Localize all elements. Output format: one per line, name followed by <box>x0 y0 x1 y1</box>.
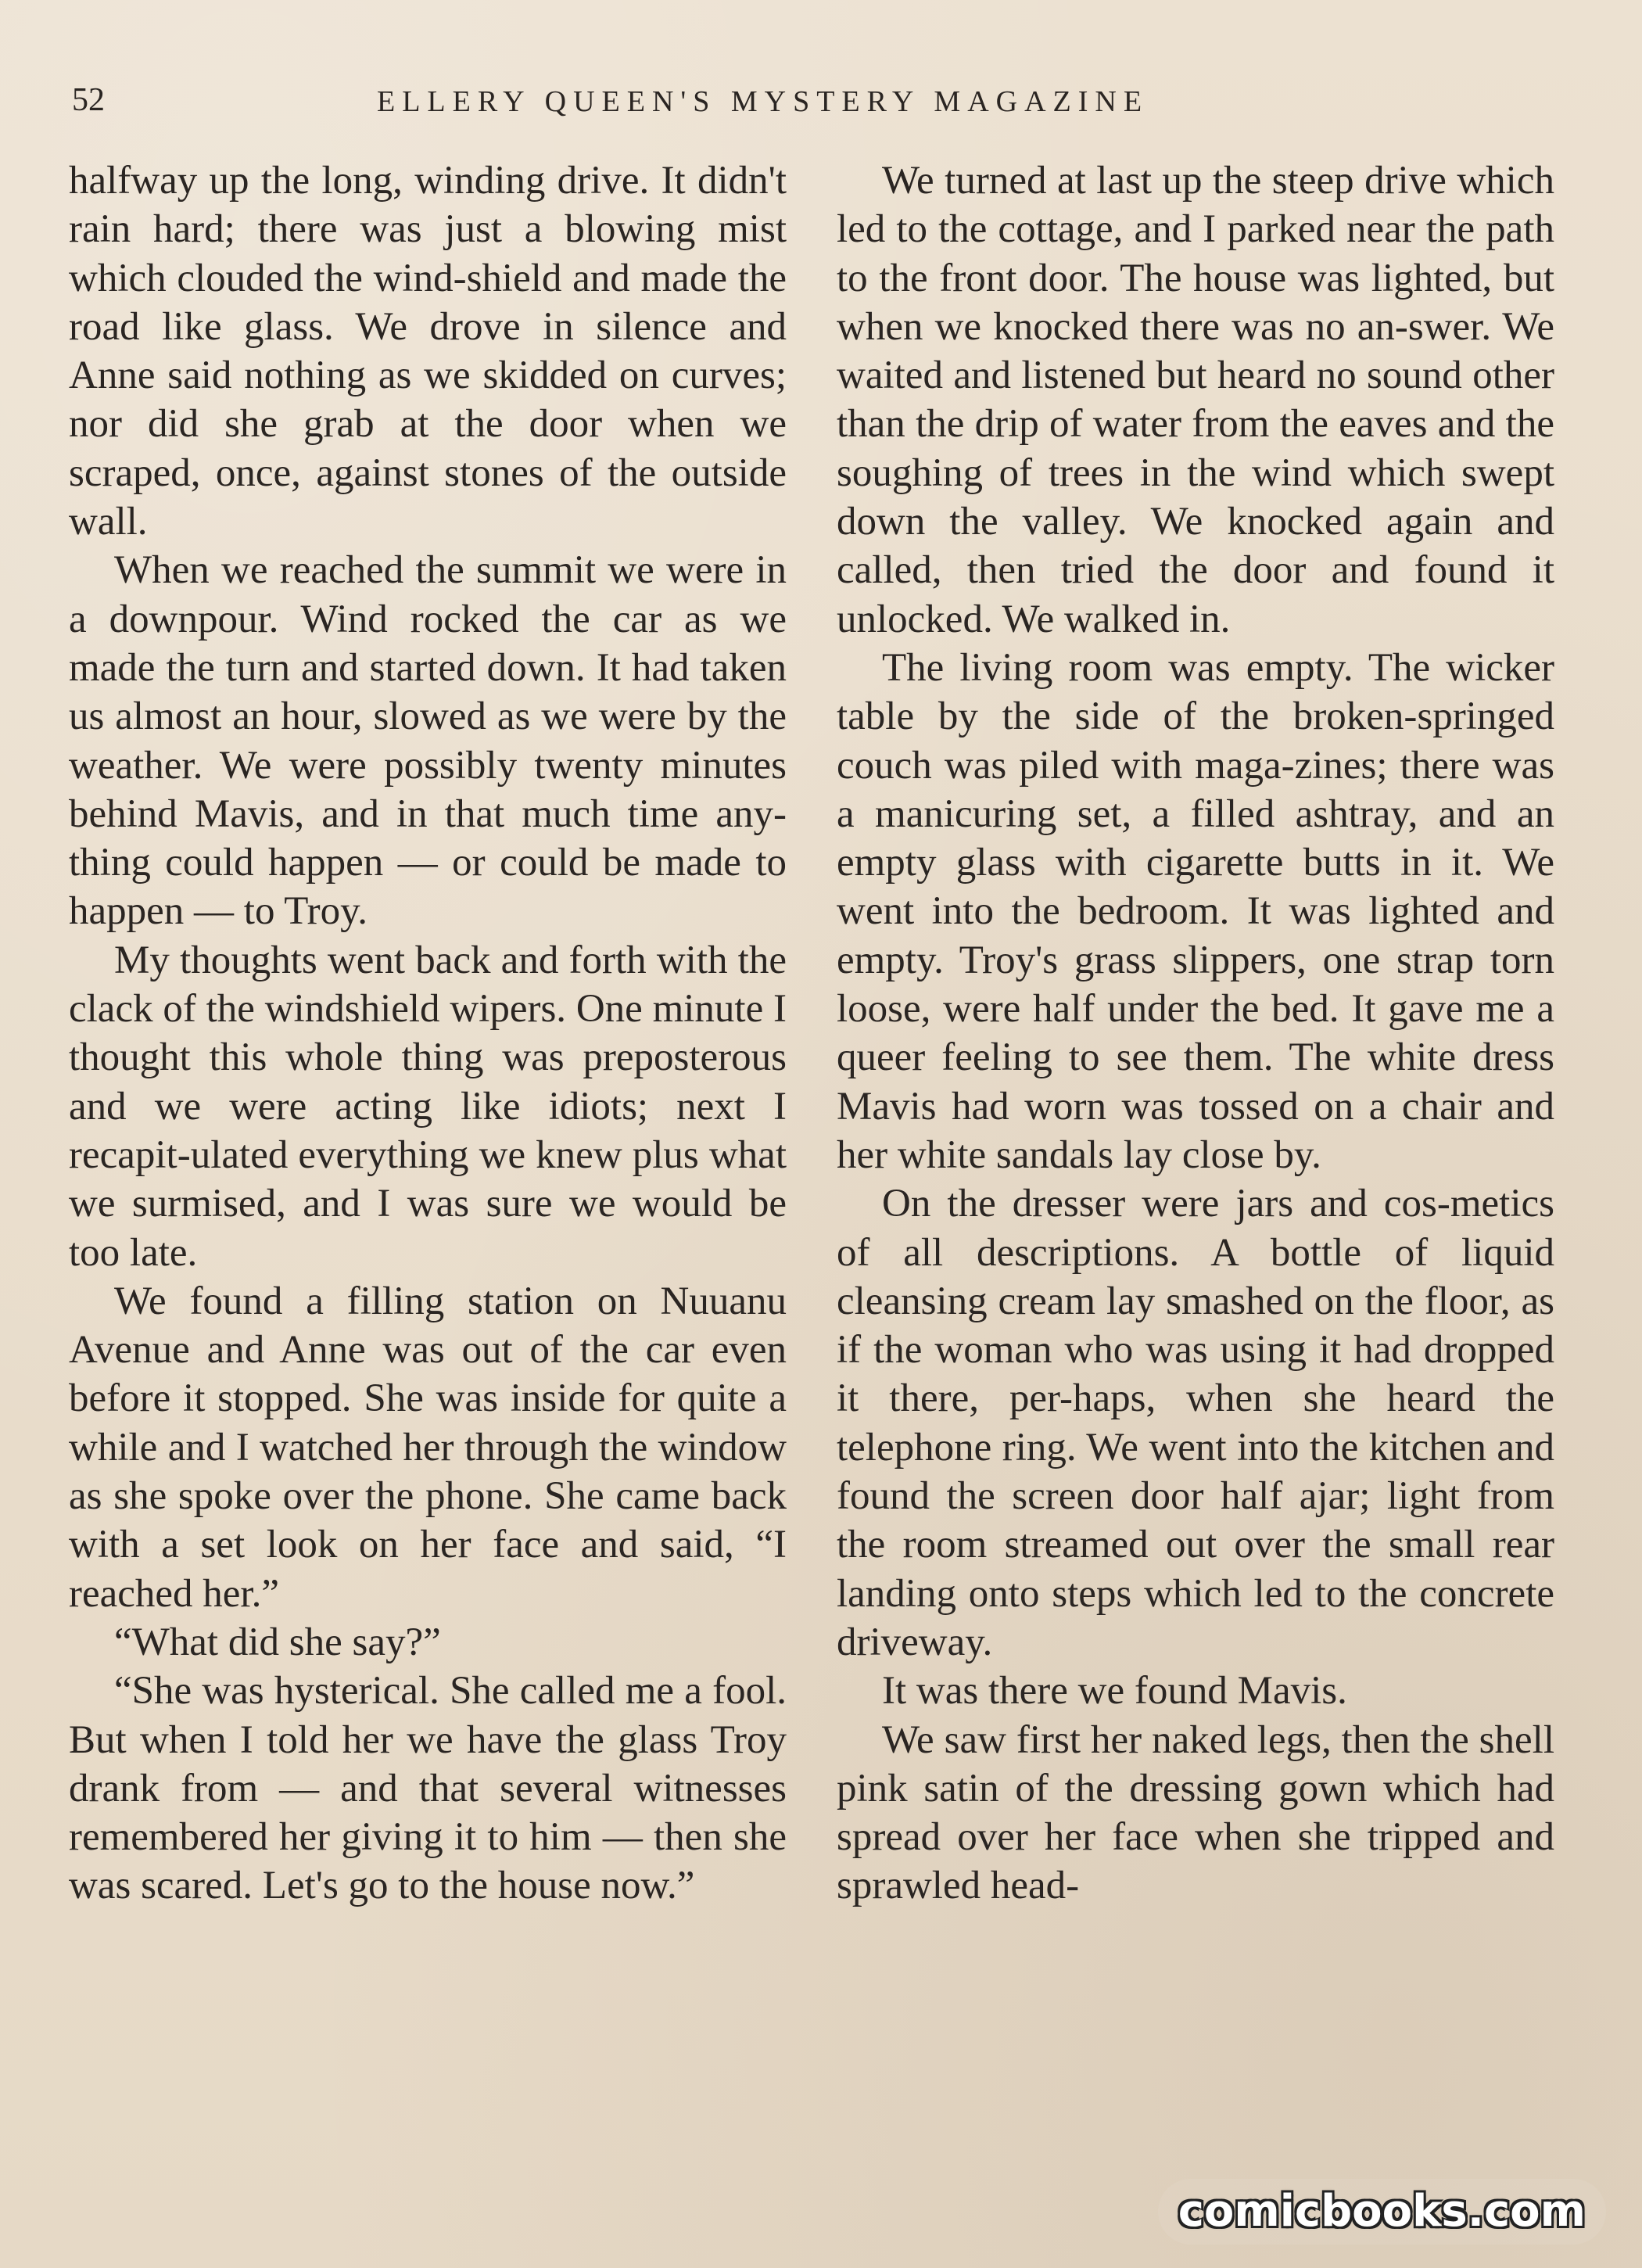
paragraph: It was there we found Mavis. <box>882 1669 1347 1714</box>
paragraph: “She was hysterical. She called me a fool. But when I told her we have the glass Troy drank from — and that several witnesses remembered her giving it to him — then she was scared. Let's go to the house now.” <box>69 1669 787 1908</box>
paragraph: My thoughts went back and forth with the clack of the windshield wipers. One minute I thought this whole thing was preposterous and we were acting like idiots; next I recapit-ulated everything we knew plus what we surmised, and I was sure we would be too late. <box>69 938 787 1275</box>
paragraph: “What did she say?” <box>114 1620 441 1664</box>
paragraph: halfway up the long, winding drive. It didn't rain hard; there was just a blowing mist which clouded the wind-shield and made the road like glass. We drove in silence and Anne said nothing as we skidded on curves; nor did she grab at the door when we scraped, once, against stones of the outside wall. <box>69 159 787 544</box>
paragraph: On the dresser were jars and cos-metics of all descriptions. A bottle of liquid cleansing cream lay smashed on the floor, as if the woman who was using it had dropped it there, per-haps, when she heard the telephone ring. We went into the kitchen and found the screen door half ajar; light from the room streamed out over the small rear landing onto steps which led to the concrete driveway. <box>837 1182 1554 1664</box>
page-number: 52 <box>72 82 105 118</box>
paragraph: When we reached the summit we were in a downpour. Wind rocked the car as we made the turn and started down. It had taken us almost an hour, slowed as we were by the weather. We were possibly twenty minutes behind Mavis, and in that much time any-thing could happen — or could be made to happen — to Troy. <box>69 548 787 934</box>
paragraph: We turned at last up the steep drive which led to the cottage, and I parked near the path to the front door. The house was lighted, but when we knocked there was no an-swer. We waited and listened but heard no sound other than the drip of water from the eaves and the soughing of trees in the wind which swept down the valley. We knocked again and called, then tried the door and found it unlocked. We walked in. <box>837 159 1554 641</box>
paragraph: The living room was empty. The wicker table by the side of the broken-springed couch was piled with maga-zines; there was a manicuring set, a filled ashtray, and an empty glass with cigarette butts in it. We went into the bedroom. It was lighted and empty. Troy's grass slippers, one strap torn loose, were half under the bed. It gave me a queer feeling to see them. The white dress Mavis had worn was tossed on a chair and her white sandals lay close by. <box>837 645 1554 1177</box>
paragraph: We saw first her naked legs, then the shell pink satin of the dressing gown which had spread over her face when she tripped and sprawled head- <box>837 1717 1554 1908</box>
paragraph: We found a filling station on Nuuanu Avenue and Anne was out of the car even before it stopped. She was inside for quite a while and I watched her through the window as she spoke over the phone. She came back with a set look on her face and said, “I reached her.” <box>69 1279 787 1616</box>
watermark: comicbooks.com <box>1158 2179 1606 2245</box>
running-head <box>72 81 1570 128</box>
magazine-title: ELLERY QUEEN'S MYSTERY MAGAZINE <box>377 85 1149 118</box>
left-column <box>69 156 787 1911</box>
right-column <box>837 156 1554 1911</box>
